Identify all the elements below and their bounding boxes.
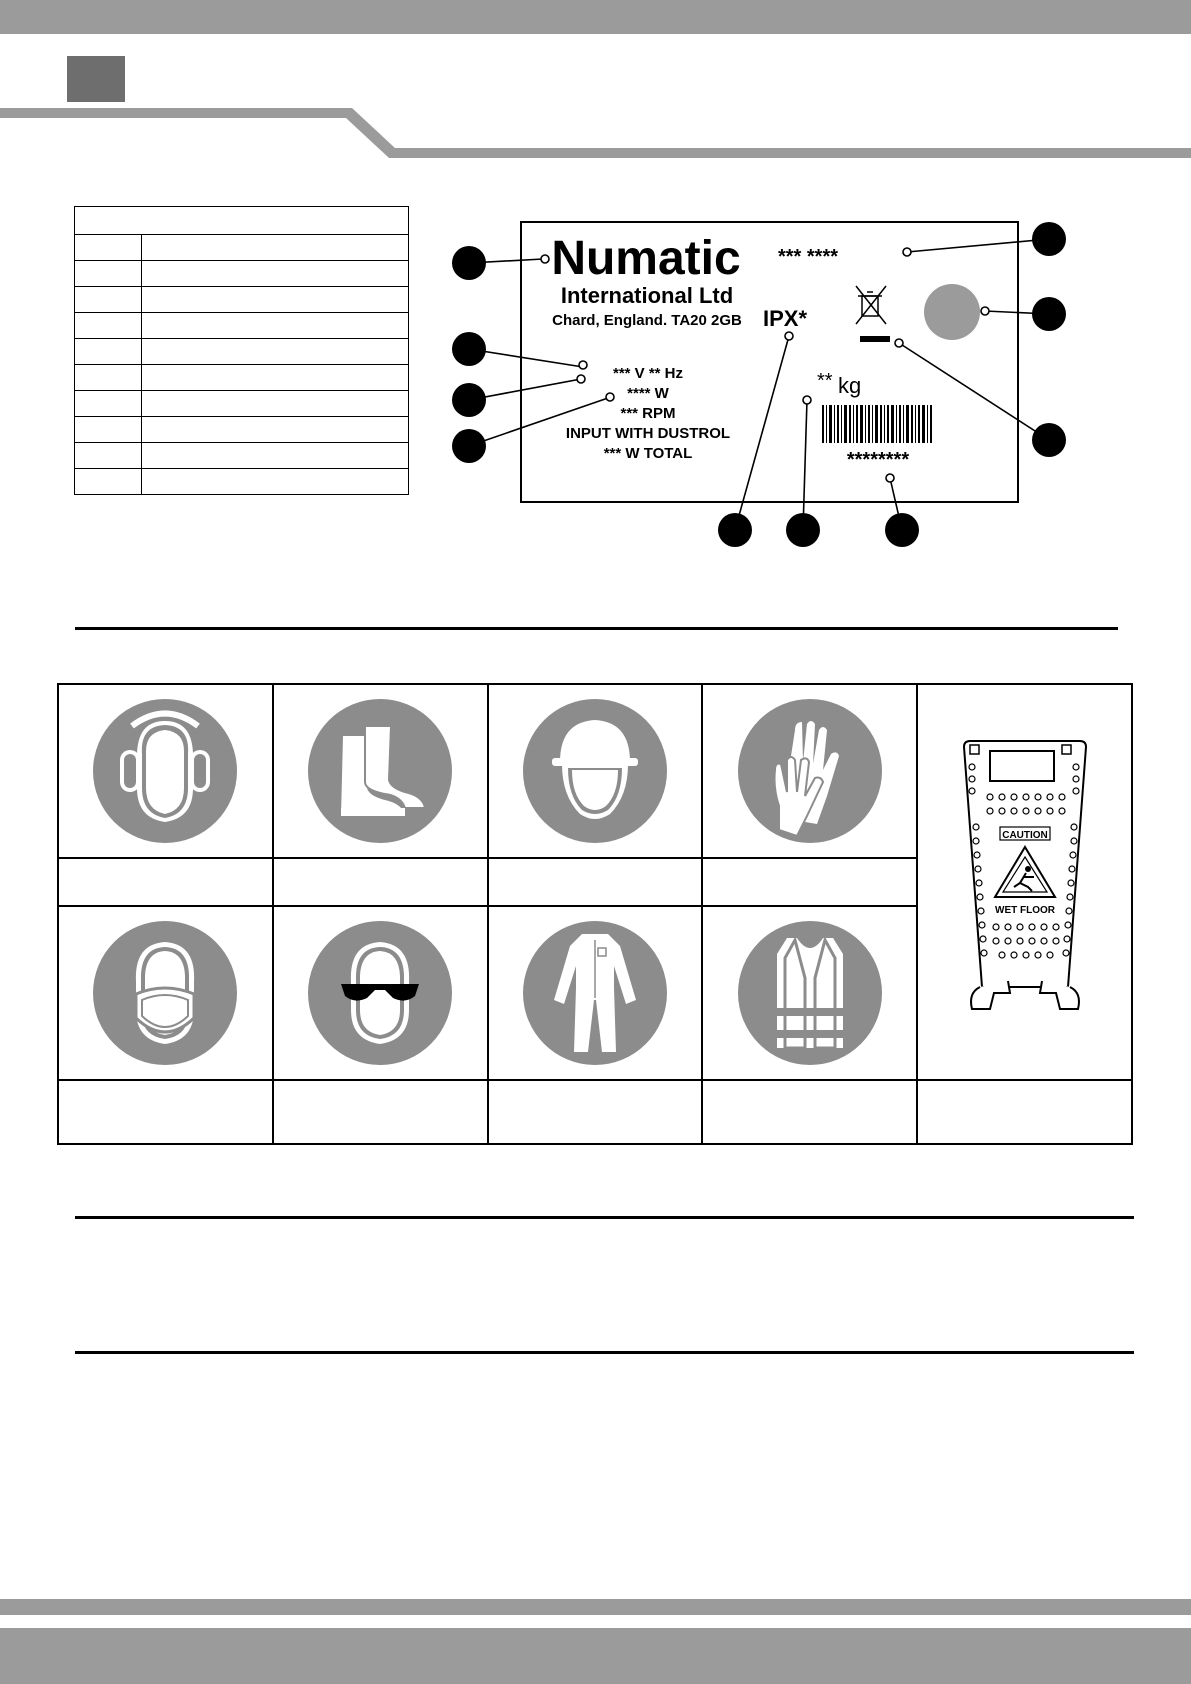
ppe-label-cell xyxy=(917,1080,1132,1144)
ppe-label-cell xyxy=(702,1080,917,1144)
plate-speed: *** RPM xyxy=(620,405,676,422)
weee-bar xyxy=(860,336,890,342)
callout-marker-5 xyxy=(1032,222,1066,256)
hard-hat-icon xyxy=(520,696,670,846)
section-divider xyxy=(75,627,1118,630)
ppe-label-cell xyxy=(273,858,488,906)
ppe-table xyxy=(57,683,1133,1145)
callout-marker-2 xyxy=(452,332,486,366)
callout-marker-9 xyxy=(786,513,820,547)
section-number-box xyxy=(67,56,125,102)
barcode xyxy=(822,405,932,443)
spec-table xyxy=(74,206,409,495)
callout-marker-3 xyxy=(452,383,486,417)
plate-ip-rating: IPX* xyxy=(762,306,808,331)
ear-protection-icon xyxy=(90,696,240,846)
ppe-label-cell xyxy=(273,1080,488,1144)
callout-marker-7 xyxy=(1032,423,1066,457)
plate-voltage: *** V ** Hz xyxy=(612,365,684,382)
callout-marker-1 xyxy=(452,246,486,280)
table-row xyxy=(75,235,409,261)
caution-text: CAUTION xyxy=(1001,830,1048,841)
callout-marker-4 xyxy=(452,429,486,463)
table-row xyxy=(75,443,409,469)
table-row xyxy=(75,313,409,339)
ppe-label-cell xyxy=(488,1080,703,1144)
wet-floor-sign-icon xyxy=(950,727,1100,1037)
table-row xyxy=(75,417,409,443)
ppe-label-cell xyxy=(702,858,917,906)
plate-serial-number: ******** xyxy=(846,449,910,471)
footer-band-thin xyxy=(0,1599,1191,1615)
top-band xyxy=(0,0,1191,34)
rating-plate-diagram xyxy=(440,212,1140,552)
table-row xyxy=(75,261,409,287)
section-divider xyxy=(75,1351,1134,1354)
safety-boots-icon xyxy=(305,696,455,846)
wet-floor-text: WET FLOOR xyxy=(994,905,1055,916)
dust-mask-icon xyxy=(90,918,240,1068)
plate-total-power: *** W TOTAL xyxy=(603,445,693,462)
table-row xyxy=(75,339,409,365)
table-row xyxy=(75,469,409,495)
callout-marker-6 xyxy=(1032,297,1066,331)
header-rule xyxy=(0,100,1191,162)
callout-marker-10 xyxy=(885,513,919,547)
table-row xyxy=(75,287,409,313)
ppe-label-cell xyxy=(58,858,273,906)
protective-overalls-icon xyxy=(520,918,670,1068)
spec-table-header xyxy=(75,207,409,235)
approval-mark-circle xyxy=(924,284,980,340)
ppe-label-cell xyxy=(58,1080,273,1144)
table-row xyxy=(75,365,409,391)
plate-dustrol: INPUT WITH DUSTROL xyxy=(565,425,731,442)
section-divider xyxy=(75,1216,1134,1219)
hi-vis-vest-icon xyxy=(735,918,885,1068)
footer-band xyxy=(0,1628,1191,1684)
plate-weight-stars: ** xyxy=(817,370,833,392)
plate-address: Chard, England. TA20 2GB xyxy=(552,312,742,329)
plate-power: **** W xyxy=(627,385,669,402)
ppe-label-cell xyxy=(488,858,703,906)
table-row xyxy=(75,391,409,417)
safety-glasses-icon xyxy=(305,918,455,1068)
protective-gloves-icon xyxy=(735,696,885,846)
plate-brand: Numatic xyxy=(551,232,741,285)
plate-weight-unit: kg xyxy=(838,373,862,398)
plate-company: International Ltd xyxy=(560,283,734,308)
plate-model-code: *** **** xyxy=(777,246,839,268)
callout-marker-8 xyxy=(718,513,752,547)
